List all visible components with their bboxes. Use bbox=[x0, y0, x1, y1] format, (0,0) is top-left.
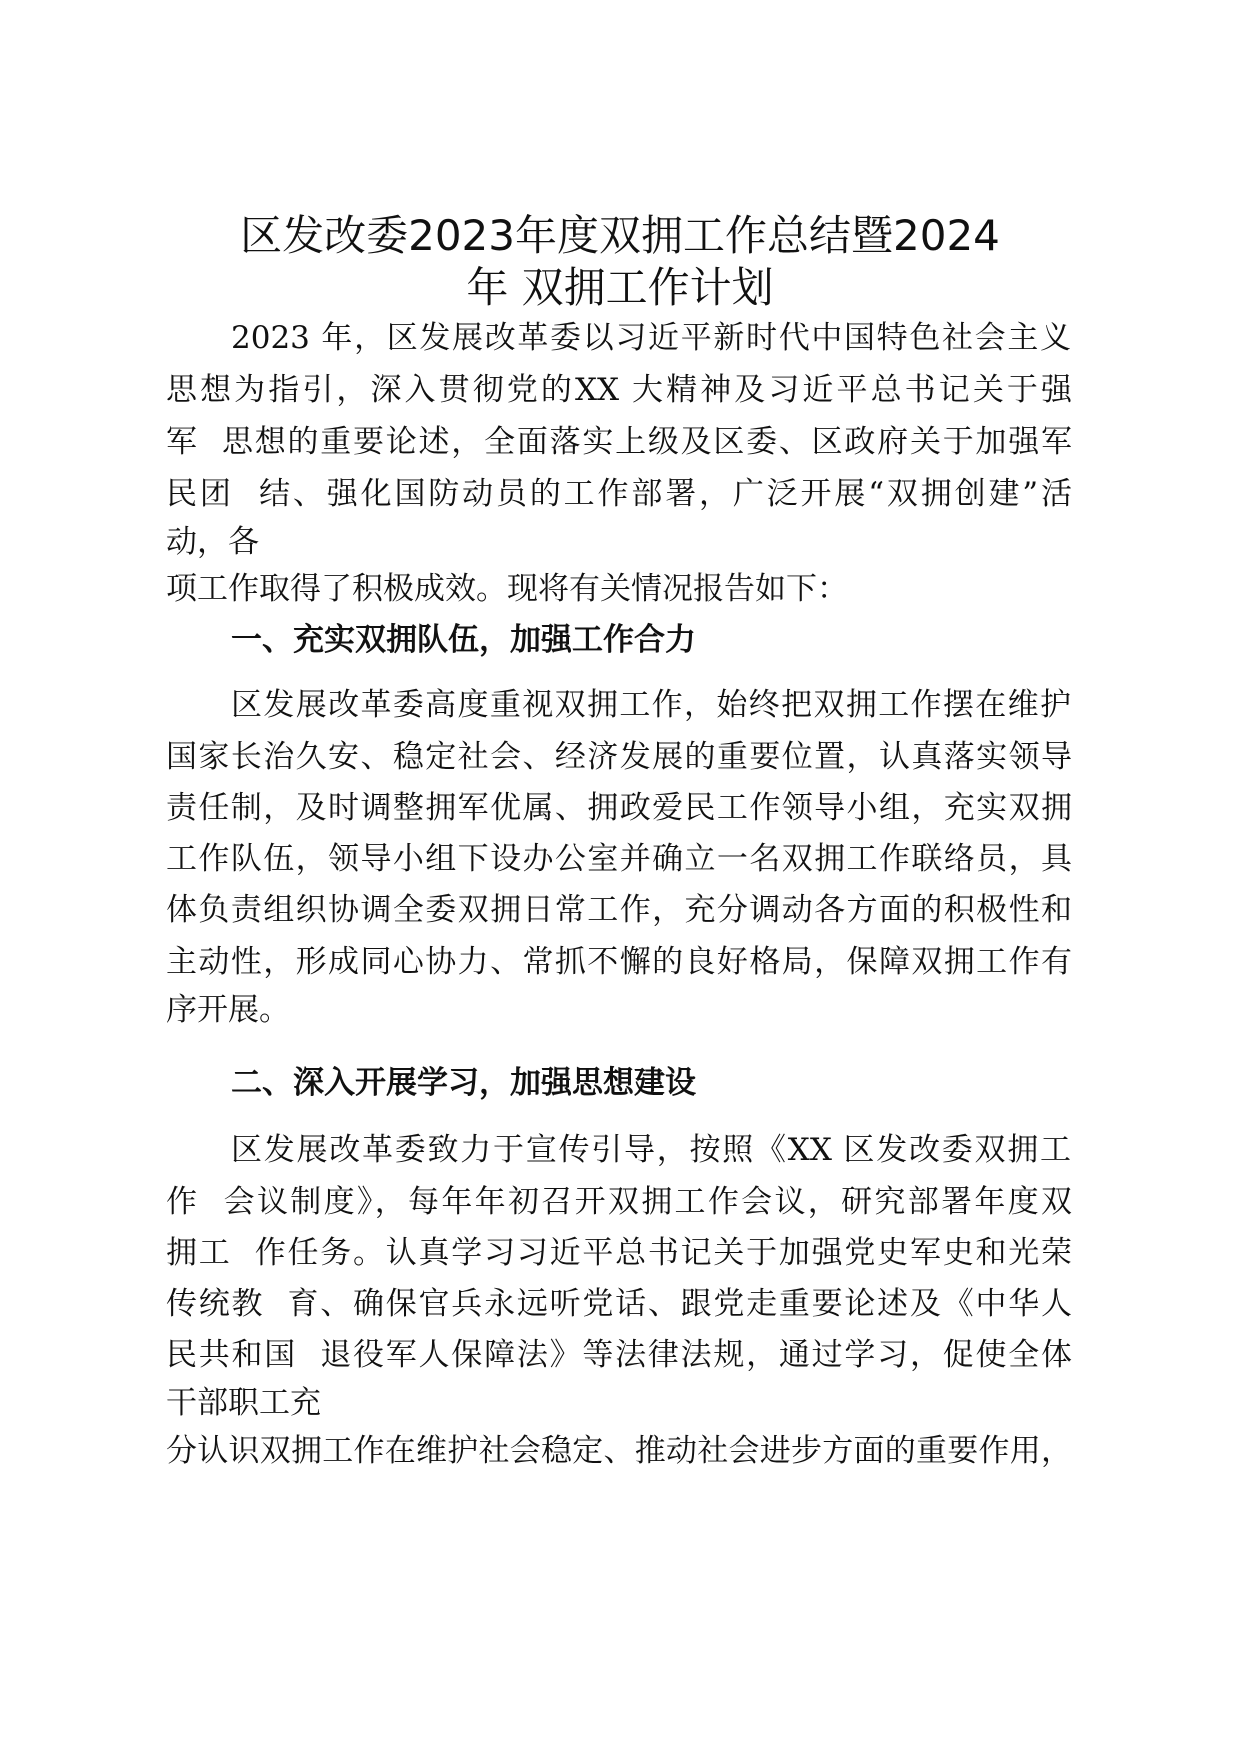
intro-line-2-text: 思想为指引，深入贯彻党的XX 大精神及习近平总书记关于强 bbox=[166, 372, 1072, 408]
intro-line-2 bbox=[166, 370, 1072, 410]
section-1-line-3 bbox=[166, 788, 1072, 828]
section-1-line-7: 序开展。 bbox=[166, 992, 290, 1028]
section-2-line-4-text: 传统教 育、确保官兵永远听党话、跟党走重要论述及《中华人 bbox=[166, 1286, 1072, 1322]
intro-line-4-text: 民团 结、强化国防动员的工作部署，广泛开展“双拥创建”活 bbox=[166, 476, 1072, 512]
section-1-line-6 bbox=[166, 942, 1072, 982]
document-title-line-1: 区发改委2023年度双拥工作总结暨2024 bbox=[240, 211, 1000, 260]
intro-line-1-text: 2023 年，区发展改革委以习近平新时代中国特色社会主义 bbox=[231, 320, 1071, 356]
section-1-line-6-text: 主动性，形成同心协力、常抓不懈的良好格局，保障双拥工作有 bbox=[166, 944, 1072, 980]
section-2-line-4 bbox=[166, 1284, 1072, 1324]
section-2-line-6: 干部职工充 bbox=[166, 1385, 321, 1421]
intro-line-3 bbox=[166, 422, 1072, 462]
section-1-line-2 bbox=[166, 737, 1072, 777]
section-1-line-1 bbox=[231, 685, 1071, 725]
section-2-line-5-text: 民共和国 退役军人保障法》等法律法规，通过学习，促使全体 bbox=[166, 1337, 1072, 1373]
section-2-line-2 bbox=[166, 1182, 1072, 1222]
section-1-line-5 bbox=[166, 890, 1072, 930]
intro-line-3-text: 军 思想的重要论述，全面落实上级及区委、区政府关于加强军 bbox=[166, 424, 1072, 460]
section-1-heading: 一、充实双拥队伍，加强工作合力 bbox=[231, 622, 696, 658]
section-1-line-5-text: 体负责组织协调全委双拥日常工作，充分调动各方面的积极性和 bbox=[166, 892, 1072, 928]
intro-line-4 bbox=[166, 474, 1072, 514]
section-2-line-5 bbox=[166, 1335, 1072, 1375]
section-2-line-1-text: 区发展改革委致力于宣传引导，按照《XX 区发改委双拥工 bbox=[231, 1132, 1071, 1168]
section-1-line-4-text: 工作队伍，领导小组下设办公室并确立一名双拥工作联络员，具 bbox=[166, 841, 1072, 877]
section-1-line-2-text: 国家长治久安、稳定社会、经济发展的重要位置，认真落实领导 bbox=[166, 739, 1072, 775]
section-1-line-4 bbox=[166, 839, 1072, 879]
section-2-line-2-text: 作 会议制度》，每年年初召开双拥工作会议，研究部署年度双 bbox=[166, 1184, 1072, 1220]
section-2-line-3 bbox=[166, 1233, 1072, 1273]
section-2-heading: 二、深入开展学习，加强思想建设 bbox=[231, 1065, 696, 1101]
document-title-line-2: 年 双拥工作计划 bbox=[466, 263, 774, 312]
intro-line-5: 动，各 bbox=[166, 524, 259, 560]
section-1-line-3-text: 责任制，及时调整拥军优属、拥政爱民工作领导小组，充实双拥 bbox=[166, 790, 1072, 826]
section-2-line-7-text: 分认识双拥工作在维护社会稳定、推动社会进步方面的重要作用， bbox=[166, 1433, 1072, 1469]
intro-line-1 bbox=[231, 318, 1071, 358]
section-2-line-7 bbox=[166, 1431, 1072, 1471]
section-1-line-1-text: 区发展改革委高度重视双拥工作，始终把双拥工作摆在维护 bbox=[231, 687, 1071, 723]
section-2-line-1 bbox=[231, 1130, 1071, 1170]
intro-line-6: 项工作取得了积极成效。现将有关情况报告如下： bbox=[166, 571, 848, 607]
section-2-line-3-text: 拥工 作任务。认真学习习近平总书记关于加强党史军史和光荣 bbox=[166, 1235, 1072, 1271]
